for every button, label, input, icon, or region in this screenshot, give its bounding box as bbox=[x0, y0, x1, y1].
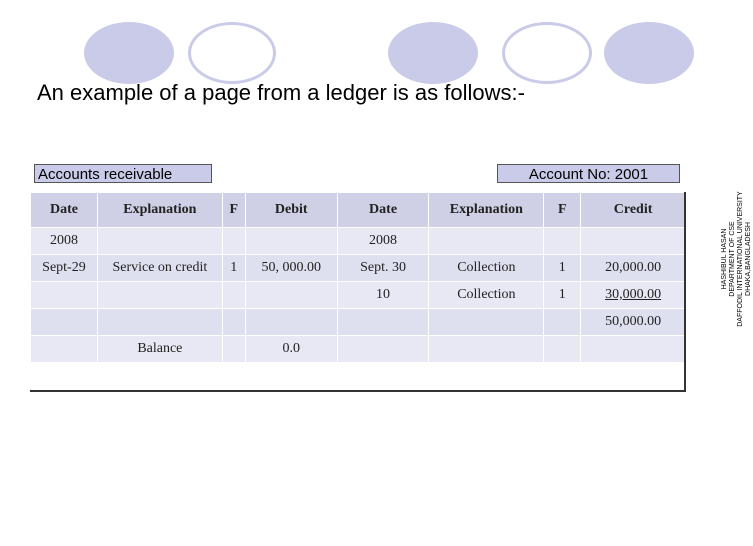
table-cell bbox=[222, 228, 245, 255]
table-cell bbox=[429, 309, 544, 336]
decor-circle-4 bbox=[502, 22, 592, 84]
table-cell bbox=[544, 309, 581, 336]
account-number-label: Account No: 2001 bbox=[497, 164, 680, 183]
table-cell bbox=[544, 228, 581, 255]
table-cell bbox=[544, 336, 581, 363]
table-cell: 2008 bbox=[31, 228, 98, 255]
table-cell: Service on credit bbox=[97, 255, 222, 282]
table-cell: 1 bbox=[544, 282, 581, 309]
author-university: DAFFODIL INTERNATIONAL UNIVERSITY bbox=[737, 191, 744, 327]
table-cell: 0.0 bbox=[245, 336, 337, 363]
author-credit bbox=[721, 184, 753, 334]
table-cell: 1 bbox=[222, 255, 245, 282]
table-cell bbox=[245, 309, 337, 336]
table-cell bbox=[245, 282, 337, 309]
author-department: DEPARTMENT OF CSE bbox=[729, 221, 736, 297]
table-cell: Balance bbox=[97, 336, 222, 363]
table-cell: 10 bbox=[337, 282, 429, 309]
header-date-debit: Date bbox=[31, 193, 98, 228]
table-cell: Collection bbox=[429, 282, 544, 309]
table-cell bbox=[245, 228, 337, 255]
table-cell bbox=[337, 336, 429, 363]
header-explanation-debit: Explanation bbox=[97, 193, 222, 228]
table-cell bbox=[222, 336, 245, 363]
page-title: An example of a page from a ledger is as follows:- bbox=[37, 80, 525, 105]
table-cell: 20,000.00 bbox=[581, 255, 686, 282]
header-credit: Credit bbox=[581, 193, 686, 228]
table-cell bbox=[97, 309, 222, 336]
table-cell bbox=[337, 309, 429, 336]
table-row bbox=[31, 309, 686, 336]
table-cell bbox=[222, 309, 245, 336]
table-cell: 2008 bbox=[337, 228, 429, 255]
decor-circle-3 bbox=[388, 22, 478, 84]
table-cell: Sept-29 bbox=[31, 255, 98, 282]
ledger-table bbox=[30, 192, 686, 363]
account-name-label: Accounts receivable bbox=[34, 164, 212, 183]
header-folio-credit: F bbox=[544, 193, 581, 228]
table-cell: 50,000.00 bbox=[581, 309, 686, 336]
table-header-row bbox=[31, 193, 686, 228]
table-cell bbox=[97, 228, 222, 255]
table-row bbox=[31, 228, 686, 255]
author-name: HASHIBUL HASAN bbox=[721, 228, 728, 290]
table-cell: 1 bbox=[544, 255, 581, 282]
table-row bbox=[31, 255, 686, 282]
table-cell: Collection bbox=[429, 255, 544, 282]
table-cell bbox=[31, 336, 98, 363]
table-cell bbox=[222, 282, 245, 309]
decor-circle-1 bbox=[84, 22, 174, 84]
header-explanation-credit: Explanation bbox=[429, 193, 544, 228]
table-row bbox=[31, 336, 686, 363]
table-cell bbox=[429, 228, 544, 255]
table-cell bbox=[429, 336, 544, 363]
table-cell bbox=[97, 282, 222, 309]
decor-circle-5 bbox=[604, 22, 694, 84]
author-location: DHAKA,BANGLADESH bbox=[745, 222, 752, 296]
table-cell bbox=[581, 336, 686, 363]
header-debit: Debit bbox=[245, 193, 337, 228]
table-cell: 50, 000.00 bbox=[245, 255, 337, 282]
table-cell bbox=[31, 282, 98, 309]
table-cell bbox=[581, 228, 686, 255]
header-date-credit: Date bbox=[337, 193, 429, 228]
header-folio-debit: F bbox=[222, 193, 245, 228]
table-cell: 30,000.00 bbox=[581, 282, 686, 309]
table-cell: Sept. 30 bbox=[337, 255, 429, 282]
table-cell bbox=[31, 309, 98, 336]
decor-circle-2 bbox=[188, 22, 276, 84]
table-row bbox=[31, 282, 686, 309]
